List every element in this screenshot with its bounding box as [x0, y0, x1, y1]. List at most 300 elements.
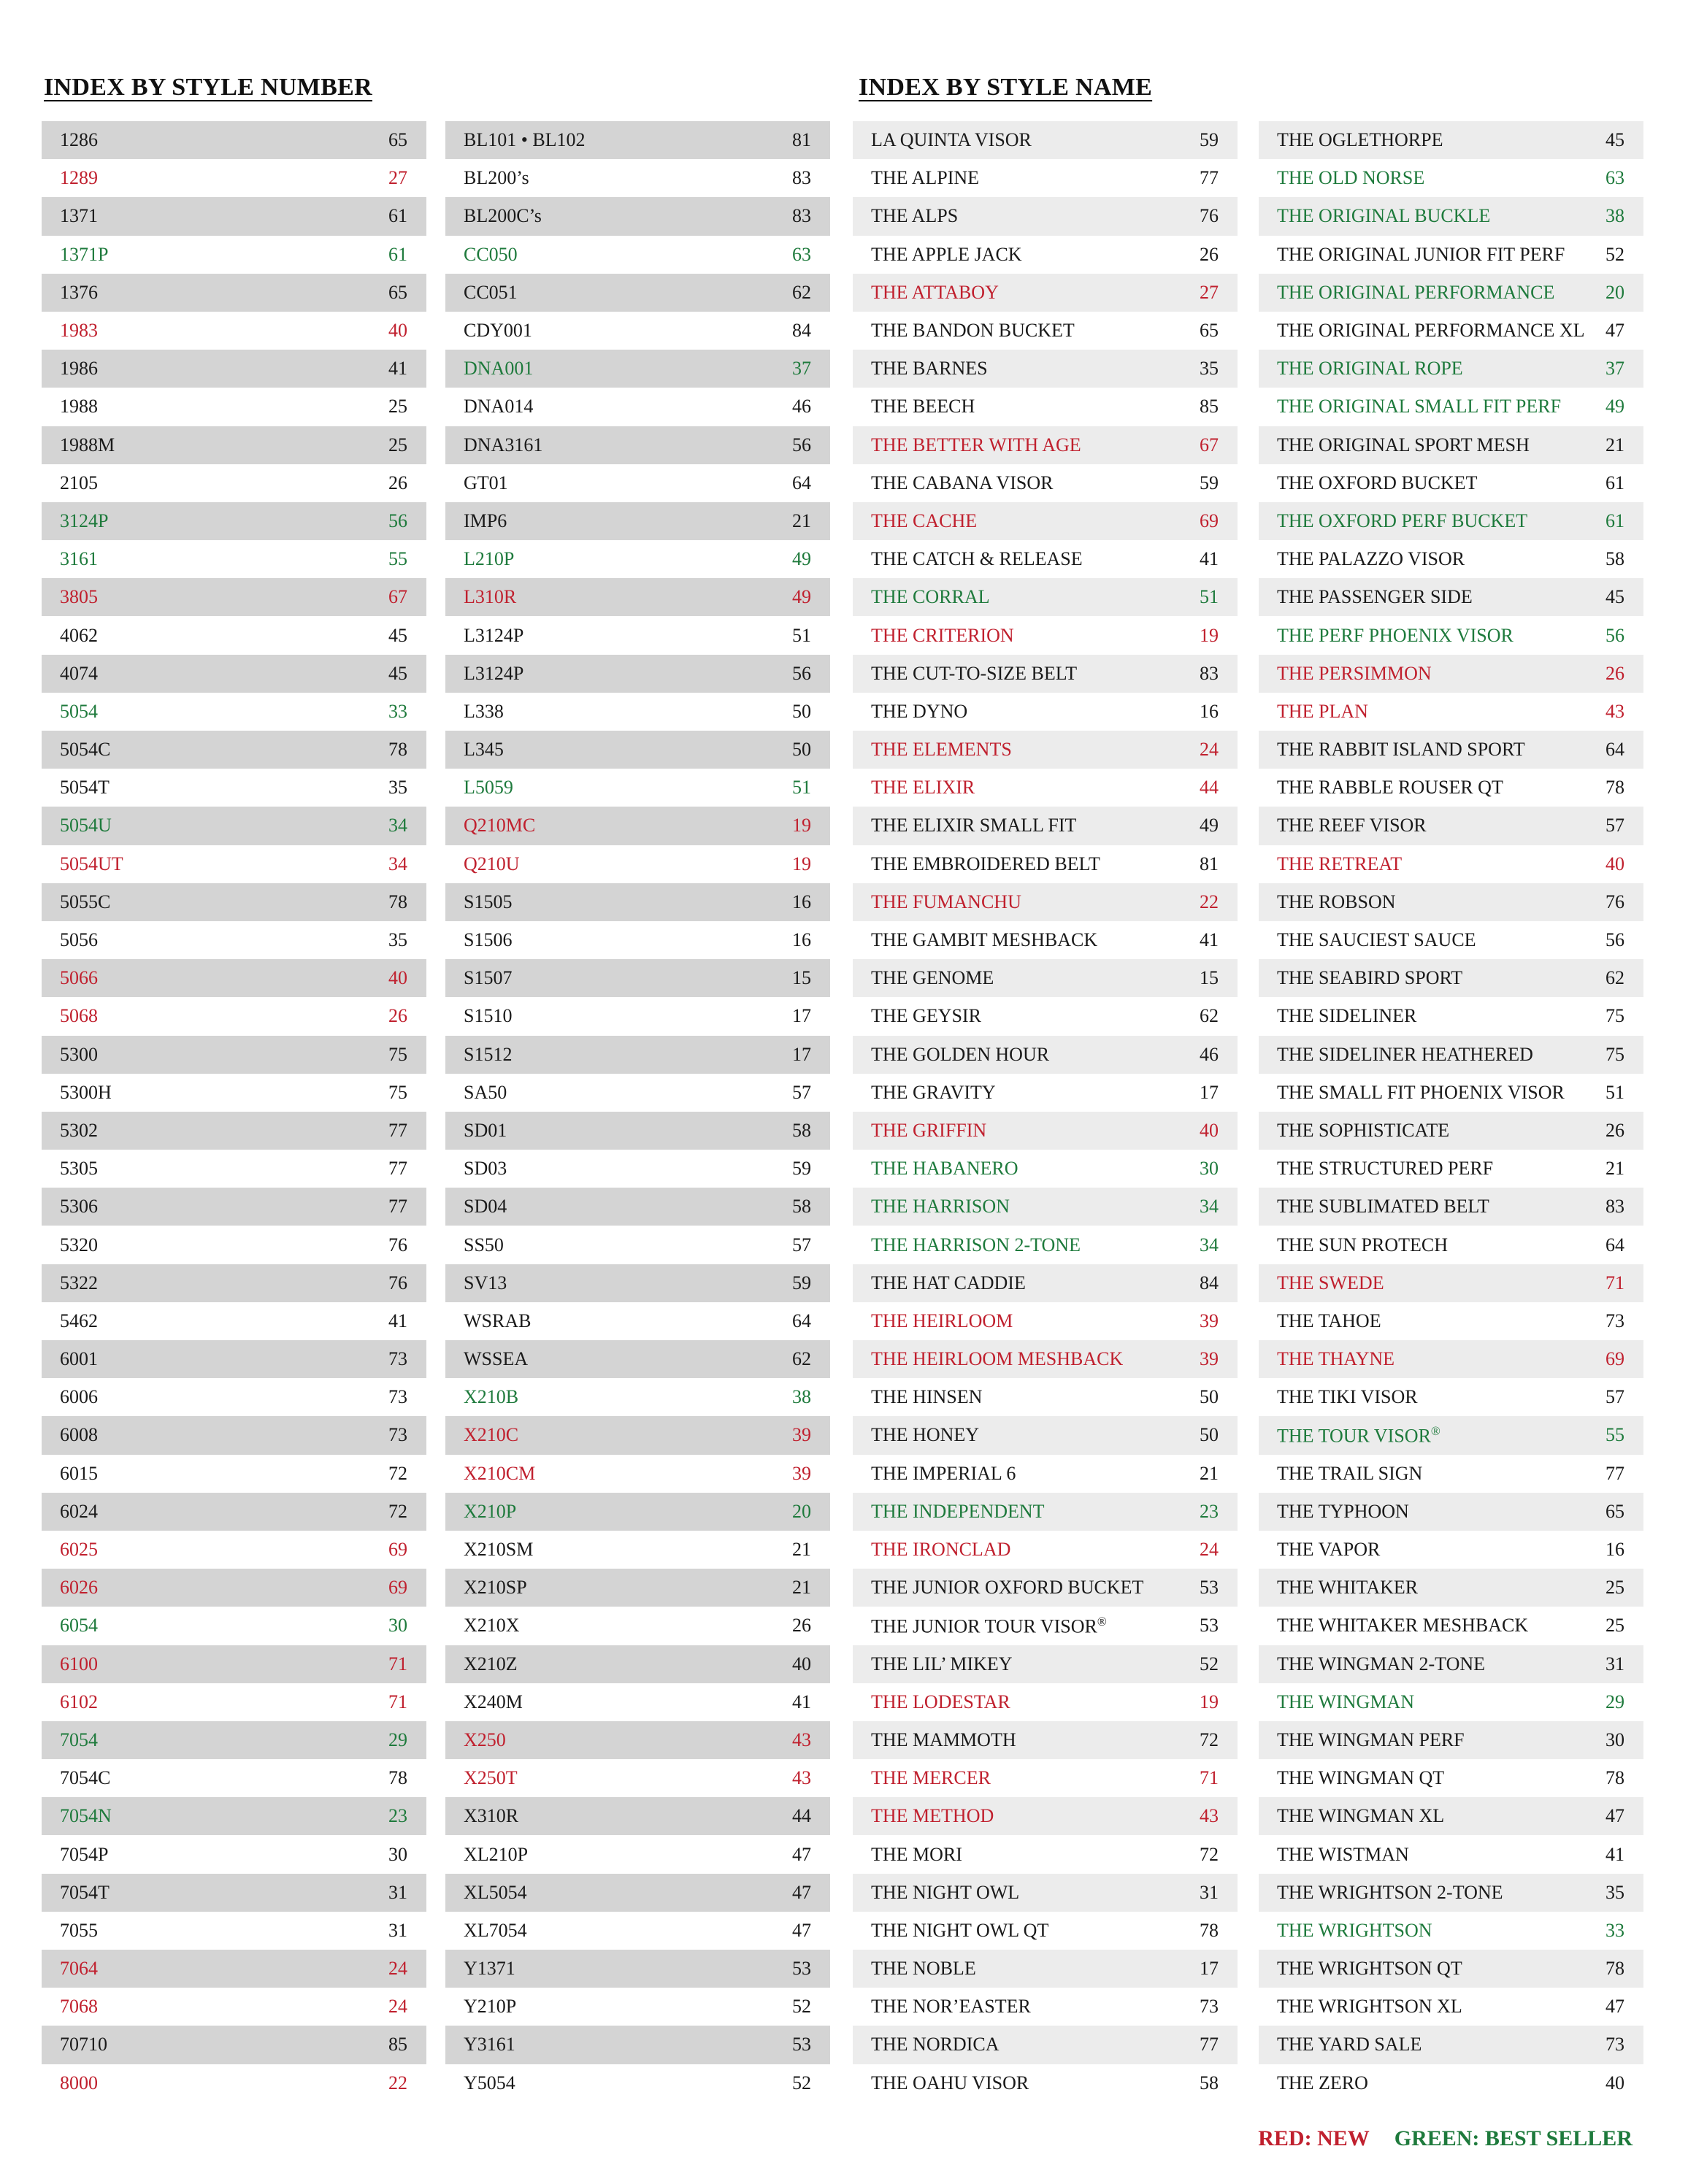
style-label: [464, 1044, 512, 1066]
index-entry: [853, 426, 1238, 464]
style-label: [1277, 1920, 1432, 1942]
style-label-text: SV13: [464, 1272, 507, 1293]
index-entry: [853, 1569, 1238, 1607]
page-number: 24: [1200, 739, 1219, 761]
style-label-text: THE RABBLE ROUSER QT: [1277, 777, 1503, 799]
style-label: [871, 1691, 1010, 1713]
page-number: 35: [1605, 1881, 1624, 1903]
style-label-text: THE PERSIMMON: [1277, 662, 1432, 684]
index-entry: [853, 1264, 1238, 1302]
page-number: 30: [1605, 1729, 1624, 1750]
page-number: 46: [792, 396, 811, 418]
page-number: 81: [792, 129, 811, 151]
style-label-text: 5068: [60, 1005, 98, 1027]
page-number: 38: [792, 1386, 811, 1408]
index-entry: [445, 350, 830, 388]
style-label: [871, 1615, 1107, 1638]
style-label-text: THE SWEDE: [1277, 1272, 1384, 1293]
index-entry: [445, 1797, 830, 1835]
index-entry: [1259, 769, 1643, 807]
style-label: [60, 2034, 107, 2056]
style-label-text: 4074: [60, 662, 98, 684]
page-number: 77: [1200, 2034, 1219, 2056]
index-entry: [853, 616, 1238, 654]
style-label: [1277, 1539, 1380, 1561]
page-number: 77: [1605, 1462, 1624, 1484]
style-label-text: CC051: [464, 281, 518, 303]
style-label: [1277, 396, 1561, 418]
index-entry: [853, 1188, 1238, 1226]
index-entry: [853, 197, 1238, 235]
style-label: [464, 1272, 507, 1294]
style-label-text: SS50: [464, 1234, 504, 1256]
style-label-text: 7054T: [60, 1881, 110, 1903]
style-label-text: X210P: [464, 1500, 517, 1522]
index-entry: [853, 959, 1238, 997]
index-entry: [445, 2026, 830, 2064]
index-entry: [853, 1340, 1238, 1378]
style-label: [1277, 358, 1463, 380]
index-entry: [445, 1759, 830, 1797]
style-label: [871, 1996, 1031, 2018]
style-label: [464, 853, 520, 875]
page-number: 26: [388, 1005, 407, 1027]
page-number: 51: [1605, 1081, 1624, 1103]
style-label-text: S1505: [464, 891, 513, 912]
style-label: [871, 1196, 1010, 1218]
style-label-text: THE ORIGINAL SPORT MESH: [1277, 434, 1530, 455]
style-label-text: 7064: [60, 1958, 98, 1980]
index-entry: [1259, 1721, 1643, 1759]
style-label: [1277, 1120, 1449, 1142]
style-label-text: THE ALPINE: [871, 167, 980, 189]
index-entry: [42, 921, 426, 959]
page-number: 75: [388, 1043, 407, 1065]
style-label: [871, 777, 975, 799]
page-number: 50: [792, 739, 811, 761]
style-label-text: L3124P: [464, 662, 524, 684]
index-entry: [1259, 312, 1643, 350]
index-entry: [445, 1150, 830, 1188]
page-number: 37: [1605, 358, 1624, 380]
style-label-text: XL5054: [464, 1881, 527, 1903]
style-label-text: THE ATTABOY: [871, 281, 999, 303]
style-label: [60, 1196, 98, 1218]
page-number: 58: [792, 1196, 811, 1218]
style-label: [60, 929, 98, 951]
style-name-column-1: [853, 121, 1238, 2102]
index-entry: [853, 464, 1238, 502]
index-entry: [1259, 2064, 1643, 2102]
page-number: 76: [388, 1272, 407, 1293]
index-entry: [1259, 159, 1643, 197]
style-label: [464, 1120, 507, 1142]
index-entry: [42, 1950, 426, 1988]
index-entry: [853, 1835, 1238, 1873]
index-entry: [1259, 1112, 1643, 1150]
page-number: 69: [388, 1539, 407, 1561]
style-label: [60, 167, 98, 189]
style-label-text: 6025: [60, 1539, 98, 1561]
style-label-text: L210P: [464, 548, 515, 570]
page-number: 19: [1200, 1691, 1219, 1712]
index-entry: [42, 845, 426, 883]
index-entry: [445, 1607, 830, 1645]
style-label: [464, 967, 512, 989]
style-label: [464, 1348, 528, 1370]
page-number: 39: [1200, 1348, 1219, 1370]
style-label-text: DNA014: [464, 396, 534, 418]
style-label: [60, 1958, 98, 1980]
style-label: [464, 282, 518, 304]
style-label: [464, 1920, 527, 1942]
page-number: 27: [1200, 281, 1219, 303]
style-label-text: THE WHITAKER: [1277, 1577, 1419, 1599]
index-entry: [1259, 388, 1643, 426]
style-label-text: LA QUINTA VISOR: [871, 129, 1032, 151]
page-number: 27: [388, 167, 407, 189]
style-label: [60, 548, 98, 570]
style-label-text: THE HINSEN: [871, 1386, 983, 1408]
page-number: 34: [388, 815, 407, 837]
style-label-text: 70710: [60, 2034, 107, 2056]
style-label: [1277, 891, 1396, 913]
style-label-text: THE CUT-TO-SIZE BELT: [871, 662, 1078, 684]
style-label: [871, 701, 967, 723]
page-number: 72: [388, 1462, 407, 1484]
page-number: 26: [1200, 243, 1219, 265]
style-label: [871, 129, 1032, 151]
style-label-text: THE CRITERION: [871, 624, 1014, 646]
page-number: 40: [1200, 1119, 1219, 1141]
index-entry: [853, 274, 1238, 312]
index-entry: [445, 274, 830, 312]
page-number: 71: [388, 1691, 407, 1712]
style-label: [1277, 1691, 1414, 1713]
index-entry: [445, 616, 830, 654]
page-number: 61: [388, 243, 407, 265]
style-label: [464, 1805, 518, 1827]
style-label: [871, 1882, 1019, 1904]
page-number: 31: [1200, 1881, 1219, 1903]
style-label: [1277, 967, 1462, 989]
style-label: [871, 967, 994, 989]
index-entry: [445, 502, 830, 540]
page-number: 39: [792, 1424, 811, 1446]
index-entry: [42, 236, 426, 274]
page-number: 51: [792, 624, 811, 646]
style-label-text: Y210P: [464, 1996, 517, 2018]
style-label-text: THE FUMANCHU: [871, 891, 1021, 912]
page-number: 16: [1200, 700, 1219, 722]
style-label: [1277, 434, 1530, 456]
page-number: 30: [388, 1843, 407, 1865]
style-label: [60, 1615, 98, 1637]
page-number: 45: [388, 662, 407, 684]
page-number: 78: [1200, 1919, 1219, 1941]
page-number: 15: [792, 967, 811, 989]
style-label-text: WSRAB: [464, 1310, 532, 1331]
page-number: 53: [1200, 1615, 1219, 1637]
style-label: [60, 1158, 98, 1180]
page-number: 77: [1200, 167, 1219, 189]
style-label-text: Q210MC: [464, 815, 536, 837]
index-entry: [445, 312, 830, 350]
style-label: [1277, 1805, 1444, 1827]
index-entry: [445, 883, 830, 921]
style-label-text: X210X: [464, 1615, 520, 1637]
style-label-text: THE HONEY: [871, 1424, 980, 1446]
style-label: [60, 510, 108, 532]
style-label-text: 7055: [60, 1919, 98, 1941]
style-label: [871, 1044, 1049, 1066]
style-label-text: THE ELIXIR: [871, 777, 975, 799]
page-number: 85: [1200, 396, 1219, 418]
style-label-text: THE METHOD: [871, 1805, 994, 1827]
page-number: 63: [1605, 167, 1624, 189]
index-entry: [42, 1264, 426, 1302]
page-number: 65: [1200, 320, 1219, 342]
style-label: [464, 701, 504, 723]
index-entry: [42, 1759, 426, 1797]
style-label-text: 1376: [60, 281, 98, 303]
style-label: [60, 967, 98, 989]
page-number: 50: [1200, 1386, 1219, 1408]
style-label-text: THE GOLDEN HOUR: [871, 1043, 1050, 1065]
page-number: 59: [1200, 472, 1219, 493]
style-label: [871, 1653, 1013, 1675]
index-entry: [853, 1721, 1238, 1759]
page-number: 51: [792, 777, 811, 799]
style-label: [1277, 815, 1427, 837]
style-label: [464, 1958, 515, 1980]
index-entry: [42, 1302, 426, 1340]
style-label: [1277, 129, 1443, 151]
page-number: 35: [388, 929, 407, 951]
style-label-text: THE NOBLE: [871, 1958, 976, 1980]
style-label-text: THE WINGMAN XL: [1277, 1805, 1445, 1827]
style-label-text: 5300H: [60, 1081, 112, 1103]
style-label: [871, 2034, 1000, 2056]
style-label-text: THE HEIRLOOM MESHBACK: [871, 1348, 1124, 1370]
style-label: [464, 320, 532, 342]
style-label-text: THE SUN PROTECH: [1277, 1234, 1449, 1256]
style-label: [871, 853, 1100, 875]
style-label: [464, 1005, 512, 1027]
page-number: 16: [1605, 1539, 1624, 1561]
style-label: [1277, 2034, 1422, 2056]
index-entry: [853, 578, 1238, 616]
style-label: [871, 1805, 994, 1827]
style-label: [60, 358, 98, 380]
style-label: [60, 1234, 98, 1256]
style-label-text: 6008: [60, 1424, 98, 1446]
page-number: 45: [388, 624, 407, 646]
index-entry: [445, 693, 830, 731]
style-label: [871, 1729, 1016, 1751]
page-number: 50: [1200, 1424, 1219, 1446]
style-label: [60, 1577, 98, 1599]
style-label-text: 1983: [60, 320, 98, 342]
style-label: [464, 1424, 518, 1446]
page-number: 30: [388, 1615, 407, 1637]
style-label-text: 5320: [60, 1234, 98, 1256]
page-number: 77: [388, 1196, 407, 1218]
index-entry: [42, 1226, 426, 1264]
index-entry: [1259, 921, 1643, 959]
page-number: 84: [792, 320, 811, 342]
style-label: [1277, 929, 1476, 951]
page-number: 34: [1200, 1234, 1219, 1256]
style-label-text: THE WINGMAN QT: [1277, 1767, 1445, 1789]
page-number: 58: [792, 1119, 811, 1141]
index-entry: [42, 616, 426, 654]
style-label-text: THE APPLE JACK: [871, 243, 1022, 265]
page-number: 57: [792, 1081, 811, 1103]
style-label: [871, 282, 999, 304]
style-label-text: THE ROBSON: [1277, 891, 1396, 912]
page-number: 23: [388, 1805, 407, 1827]
page-number: 55: [1605, 1424, 1624, 1446]
style-label-text: S1510: [464, 1005, 513, 1027]
index-entry: [853, 121, 1238, 159]
style-label: [464, 1767, 518, 1789]
index-entry: [1259, 1531, 1643, 1569]
style-label-text: THE TOUR VISOR: [1277, 1425, 1431, 1447]
style-label-text: THE BETTER WITH AGE: [871, 434, 1081, 455]
style-label: [60, 434, 115, 456]
page-number: 72: [388, 1500, 407, 1522]
index-entry: [853, 807, 1238, 845]
page-number: 64: [792, 1310, 811, 1331]
page-number: 78: [388, 739, 407, 761]
style-label: [464, 815, 535, 837]
style-label-text: 3805: [60, 586, 98, 608]
style-label: [464, 777, 513, 799]
index-entry: [1259, 959, 1643, 997]
style-label: [60, 1386, 98, 1408]
index-entry: [1259, 1683, 1643, 1721]
style-label-text: 6006: [60, 1386, 98, 1408]
style-label-text: 7054N: [60, 1805, 112, 1827]
style-label-text: THE ORIGINAL BUCKLE: [1277, 205, 1491, 227]
legend-new: RED: NEW: [1258, 2126, 1370, 2150]
page-number: 47: [1605, 1805, 1624, 1827]
index-entry: [42, 578, 426, 616]
index-entry: [853, 1493, 1238, 1531]
index-entry: [1259, 578, 1643, 616]
style-label-text: THE JUNIOR OXFORD BUCKET: [871, 1577, 1144, 1599]
page-number: 56: [792, 662, 811, 684]
page-number: 56: [1605, 624, 1624, 646]
index-entry: [1259, 1645, 1643, 1683]
index-entry: [42, 274, 426, 312]
style-label-text: 1371: [60, 205, 98, 227]
style-label-text: S1512: [464, 1043, 513, 1065]
index-entry: [42, 1607, 426, 1645]
page-number: 43: [792, 1729, 811, 1750]
style-label-text: THE GAMBIT MESHBACK: [871, 929, 1098, 951]
index-entry: [1259, 1264, 1643, 1302]
page-number: 64: [1605, 739, 1624, 761]
style-label: [1277, 1424, 1440, 1447]
index-entry: [853, 312, 1238, 350]
style-label: [871, 1234, 1081, 1256]
style-label-text: THE VAPOR: [1277, 1539, 1381, 1561]
style-number-column-2: [445, 121, 830, 2102]
index-entry: [445, 1950, 830, 1988]
style-label-text: THE MERCER: [871, 1767, 991, 1789]
style-label: [1277, 1767, 1444, 1789]
style-label: [1277, 167, 1424, 189]
style-label-text: X250T: [464, 1767, 518, 1789]
page-number: 71: [1200, 1767, 1219, 1789]
index-entry: [1259, 121, 1643, 159]
style-label-text: DNA001: [464, 358, 534, 380]
index-entry: [853, 1455, 1238, 1493]
registered-mark: ®: [1097, 1614, 1107, 1629]
index-entry: [445, 1036, 830, 1074]
index-entry: [445, 655, 830, 693]
style-label-text: THE WISTMAN: [1277, 1843, 1409, 1865]
index-entry: [42, 1036, 426, 1074]
style-label-text: THE RETREAT: [1277, 853, 1403, 874]
index-entry: [42, 1112, 426, 1150]
style-label-text: 5300: [60, 1043, 98, 1065]
style-label-text: 5054U: [60, 815, 112, 837]
index-entry: [853, 1874, 1238, 1912]
index-entry: [853, 1112, 1238, 1150]
style-label-text: 5054T: [60, 777, 110, 799]
style-label: [60, 625, 98, 647]
index-entry: [445, 464, 830, 502]
style-label: [60, 1044, 98, 1066]
style-label: [871, 434, 1081, 456]
style-label: [60, 1348, 98, 1370]
index-entry: [1259, 236, 1643, 274]
index-entry: [1259, 693, 1643, 731]
page-number: 49: [1200, 815, 1219, 837]
style-label: [464, 1310, 531, 1332]
page-number: 16: [792, 929, 811, 951]
index-entry: [1259, 1150, 1643, 1188]
index-entry: [42, 1912, 426, 1950]
index-entry: [853, 883, 1238, 921]
page-number: 72: [1200, 1729, 1219, 1750]
style-name-column-2: [1259, 121, 1643, 2102]
style-label: [60, 1729, 98, 1751]
page-number: 43: [1605, 700, 1624, 722]
page-number: 73: [388, 1386, 407, 1408]
style-label: [60, 1882, 110, 1904]
index-entry: [853, 655, 1238, 693]
page-number: 47: [1605, 320, 1624, 342]
style-label-text: THE WRIGHTSON XL: [1277, 1996, 1462, 2018]
page-number: 21: [792, 1539, 811, 1561]
style-label: [464, 129, 586, 151]
index-entry: [1259, 1759, 1643, 1797]
style-label-text: X310R: [464, 1805, 519, 1827]
page-number: 41: [388, 1310, 407, 1331]
style-label-text: THE CATCH & RELEASE: [871, 548, 1083, 570]
style-label: [1277, 1653, 1485, 1675]
style-label: [1277, 625, 1514, 647]
style-label-text: X210SP: [464, 1577, 527, 1599]
style-label: [60, 1653, 98, 1675]
page-number: 40: [792, 1653, 811, 1674]
page-number: 78: [1605, 777, 1624, 799]
page-number: 75: [1605, 1043, 1624, 1065]
